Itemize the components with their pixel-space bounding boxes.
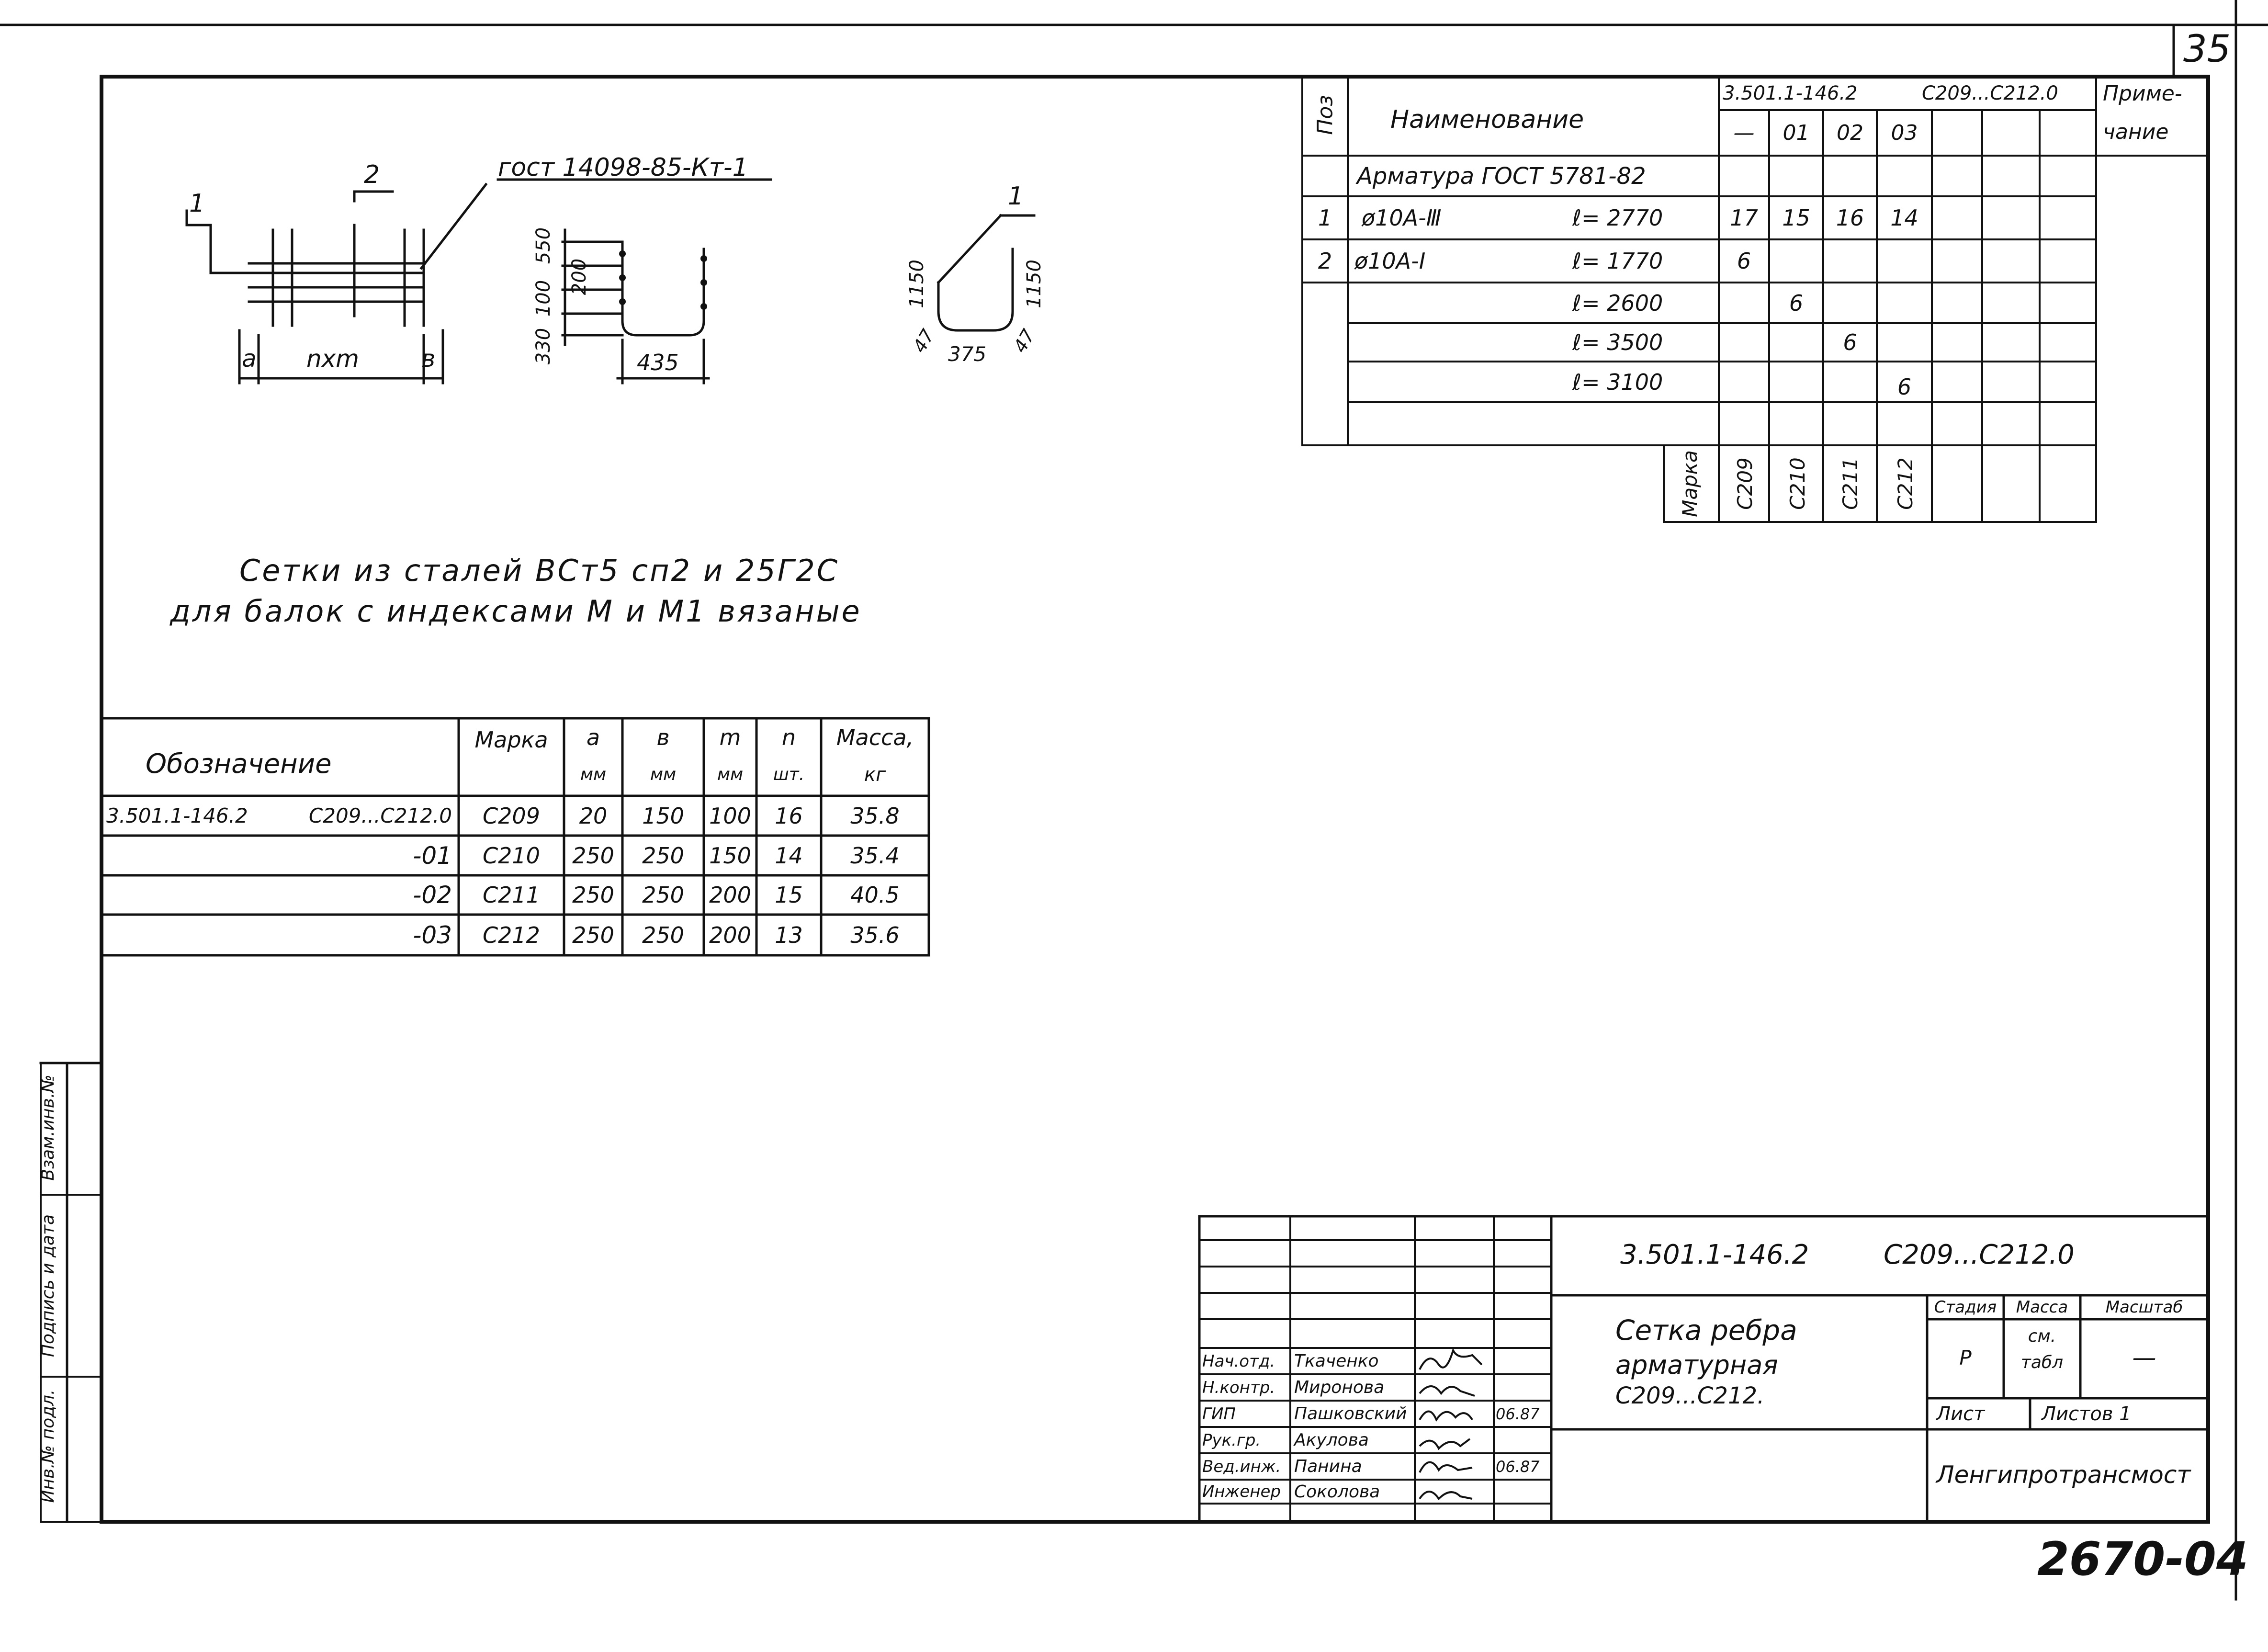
title-name-line-3: С209...С212. [1615,1382,1765,1409]
title-sheet-label: Лист [1936,1403,1985,1425]
side-stamp-orig-inv: Инв.№ подл. [38,1389,58,1503]
title-person-role: ГИП [1202,1404,1236,1424]
mesh-row-a: 250 [572,922,614,948]
mesh-row-b: 250 [642,882,684,908]
title-person-role: Н.контр. [1202,1378,1275,1397]
side-stamp-signature-date: Подпись и дата [38,1214,58,1358]
mesh-row-mass: 35.8 [850,803,900,829]
spec-row-length: ℓ= 2770 [1572,205,1663,231]
mesh-header-m-unit: мм [717,765,744,784]
spec-row-qty: 6 [1737,248,1751,274]
spec-variant: 02 [1837,121,1863,145]
title-stage-value: Р [1959,1346,1972,1369]
title-mass-value-2: табл [2020,1352,2064,1372]
mesh-header-designation: Обозначение [146,748,332,780]
section-dim-100: 100 [532,280,554,317]
sketch-pos-2: 2 [364,160,380,189]
mesh-row-mark: С211 [483,882,540,908]
title-person-date: 06.87 [1496,1404,1540,1423]
spec-variant: 03 [1891,121,1918,145]
spec-row-qty: 15 [1782,205,1810,231]
mesh-row-n: 13 [775,922,803,948]
title-person-role: Инженер [1202,1482,1281,1501]
spec-row-pos: 1 [1318,205,1332,231]
spec-row-qty: 17 [1730,205,1758,231]
title-person-role: Нач.отд. [1202,1351,1275,1371]
title-person-role: Рук.гр. [1202,1430,1261,1450]
bar-dim-1150-right: 1150 [1023,260,1045,308]
spec-header-pos: Поз [1313,95,1338,135]
spec-row-length: ℓ= 3100 [1572,369,1663,395]
title-sheets-label: Листов 1 [2042,1403,2132,1425]
spec-marks-label: Марка [1678,450,1702,517]
mesh-header-m: m [719,724,741,750]
spec-header-doc: 3.501.1-146.2 [1723,82,1858,104]
title-person-role: Вед.инж. [1202,1457,1281,1476]
dim-b-label: в [421,345,436,373]
title-mass-label: Масса [2016,1298,2068,1317]
title-person-name: Акулова [1294,1430,1369,1450]
spec-row-qty: 6 [1897,373,1912,400]
mesh-row-mass: 35.6 [850,922,900,948]
mesh-row-suffix: -02 [413,881,452,909]
mesh-row-suffix: -01 [413,841,452,870]
mesh-row-mass: 35.4 [850,842,900,869]
mesh-header-mass-unit: кг [864,763,886,786]
mesh-row-a: 20 [579,803,608,829]
section-dim-330: 330 [532,328,554,365]
spec-row-qty: 16 [1836,205,1864,231]
mesh-header-b: в [656,724,670,750]
spec-header-doc-marks: С209...С212.0 [1922,82,2058,104]
spec-mark: С210 [1786,457,1809,510]
bar-dim-375: 375 [948,342,987,366]
title-scale-value: — [2132,1344,2156,1371]
caption-line-1: Сетки из сталей ВСт5 сп2 и 25Г2С [239,553,839,588]
spec-header-note-1: Приме- [2103,81,2182,106]
mesh-row-b: 250 [642,922,684,948]
spec-mark: С209 [1733,457,1757,510]
mesh-row-mark: С212 [483,922,540,948]
spec-header-name: Наименование [1390,105,1584,134]
mesh-header-a-unit: мм [580,765,607,784]
sheet-number: 35 [2183,28,2231,71]
spec-row-name: ø10А-I [1354,248,1426,274]
section-dim-550: 550 [532,227,554,264]
mesh-row-m: 100 [709,803,751,829]
mesh-row-b: 150 [642,803,684,829]
spec-header-note-2: чание [2103,119,2169,144]
dim-a-label: а [242,345,257,373]
mesh-header-mark: Марка [474,727,548,753]
weld-gost-label: гост 14098-85-Кт-1 [498,153,748,182]
title-organization: Ленгипротрансмост [1936,1461,2191,1489]
spec-row-qty: 14 [1890,205,1918,231]
caption-line-2: для балок с индексами М и М1 вязаные [170,594,862,629]
title-scale-label: Масштаб [2105,1298,2183,1317]
title-person-name: Панина [1294,1457,1362,1476]
title-name-line-1: Сетка ребра [1615,1313,1797,1346]
mesh-header-a: а [586,724,600,750]
sketch-pos-1: 1 [189,189,205,218]
spec-row-length: ℓ= 3500 [1572,329,1663,355]
title-person-name: Ткаченко [1294,1351,1379,1371]
bar-dim-47-right: 47 [1009,326,1039,356]
dim-nxm-label: nxm [306,345,359,373]
mesh-row-suffix: -03 [413,921,452,949]
mesh-header-mass: Масса, [836,724,914,750]
mesh-row-n: 15 [775,882,803,908]
title-person-name: Миронова [1294,1378,1385,1397]
mesh-row-b: 250 [642,842,684,869]
title-person-name: Пашковский [1294,1404,1407,1424]
spec-row-name: ø10А-Ⅲ [1362,205,1442,231]
spec-mark: С211 [1839,457,1862,510]
title-doc-range: С209...С212.0 [1884,1239,2075,1270]
bar-dim-47-left: 47 [909,326,939,356]
bar-pos-1: 1 [1008,182,1024,211]
spec-row-length: ℓ= 2600 [1572,290,1663,316]
spec-variant: 01 [1783,121,1810,145]
mesh-header-n: n [781,724,796,750]
mesh-row-n: 16 [775,803,803,829]
title-name-line-2: арматурная [1615,1349,1778,1380]
archive-number: 2670-04 [2037,1532,2248,1586]
mesh-header-b-unit: мм [650,765,677,784]
section-dim-200: 200 [568,258,590,295]
spec-row-length: ℓ= 1770 [1572,248,1663,274]
title-stage-label: Стадия [1934,1298,1997,1317]
spec-group-title: Арматура ГОСТ 5781-82 [1357,162,1646,190]
mesh-row-m: 150 [709,842,751,869]
mesh-row-mass: 40.5 [850,882,900,908]
mesh-row-m: 200 [709,882,751,908]
bar-dim-1150-left: 1150 [906,260,928,308]
mesh-row-suffix: С209...С212.0 [308,804,452,827]
spec-row-qty: 6 [1843,329,1857,355]
title-person-name: Соколова [1294,1482,1380,1502]
side-stamp-replace-inv: Взам.инв.№ [38,1075,58,1181]
section-dim-435: 435 [637,350,679,375]
spec-variant: — [1733,121,1755,145]
spec-row-qty: 6 [1789,290,1804,316]
title-person-date: 06.87 [1496,1457,1540,1476]
mesh-header-n-unit: шт. [773,765,805,784]
mesh-row-designation: 3.501.1-146.2 [106,804,248,827]
mesh-row-m: 200 [709,922,751,948]
spec-mark: С212 [1894,457,1917,510]
title-doc-code: 3.501.1-146.2 [1620,1239,1809,1270]
mesh-row-n: 14 [775,842,803,869]
mesh-row-mark: С210 [483,842,540,869]
mesh-row-a: 250 [572,842,614,869]
mesh-row-a: 250 [572,882,614,908]
title-mass-value-1: см. [2028,1326,2056,1346]
spec-row-pos: 2 [1318,248,1332,274]
mesh-row-mark: С209 [483,803,540,829]
